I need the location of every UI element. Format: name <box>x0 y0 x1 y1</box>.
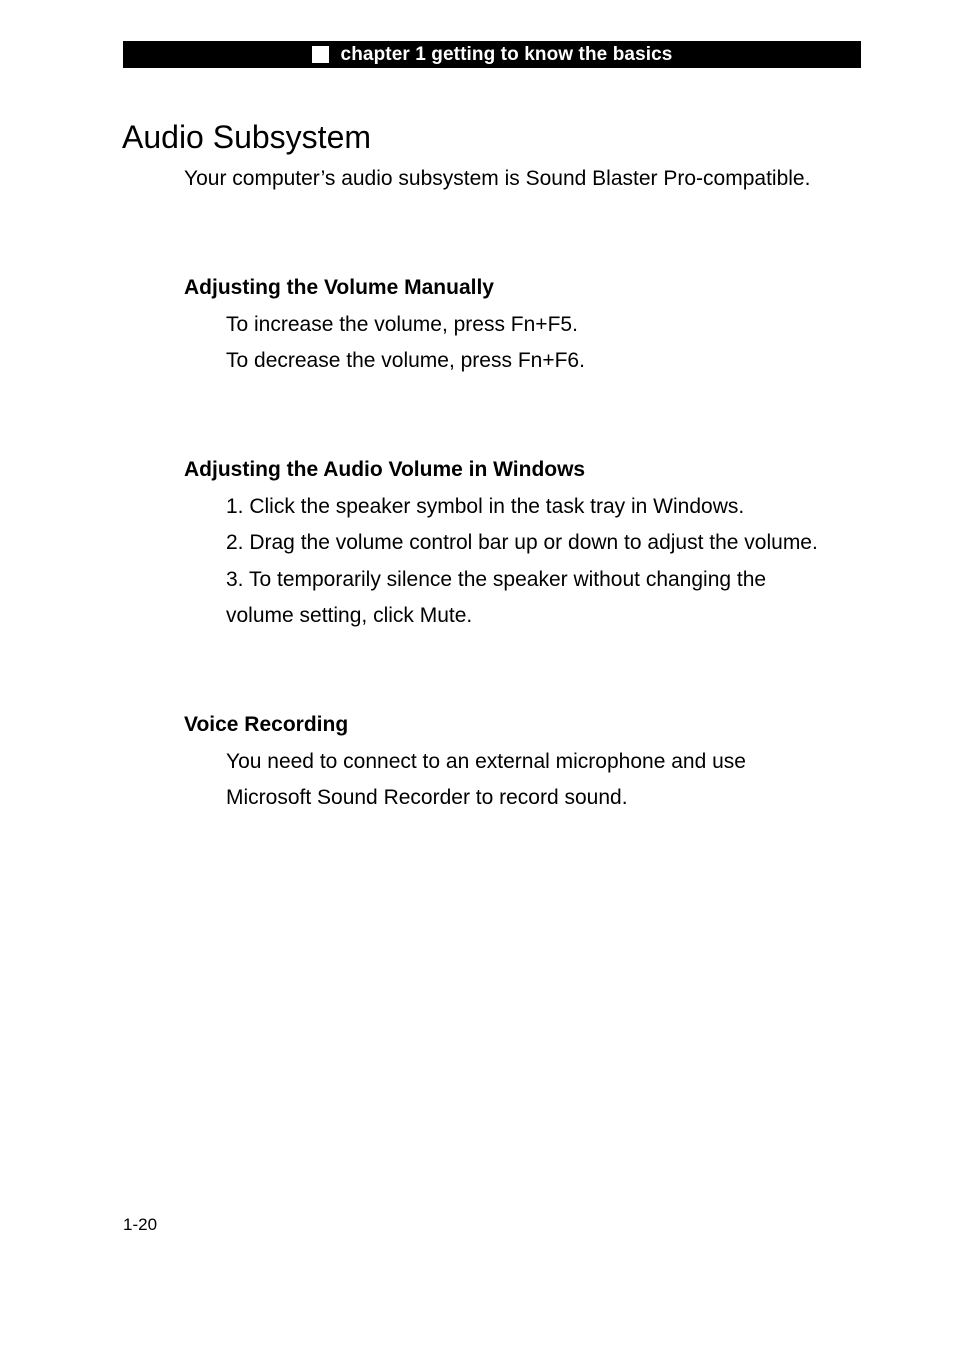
chapter-label: chapter 1 getting to know the basics <box>340 43 673 65</box>
section-heading-voice-recording: Voice Recording <box>184 713 349 736</box>
section-heading-volume-manual: Adjusting the Volume Manually <box>184 276 494 299</box>
intro-paragraph: Your computer’s audio subsystem is Sound Blaster Pro-compatible. <box>184 167 811 190</box>
section-line: volume setting, click Mute. <box>226 604 473 627</box>
section-heading-volume-windows: Adjusting the Audio Volume in Windows <box>184 458 586 481</box>
section-line: 2. Drag the volume control bar up or down to adjust the volume. <box>226 531 818 554</box>
page-title: Audio Subsystem <box>122 119 372 155</box>
page-number: 1-20 <box>123 1215 158 1234</box>
section-line: To increase the volume, press Fn+F5. <box>226 313 578 336</box>
section-line: Microsoft Sound Recorder to record sound. <box>226 786 628 809</box>
section-line: To decrease the volume, press Fn+F6. <box>226 349 585 372</box>
section-line: 3. To temporarily silence the speaker without changing the <box>226 568 767 591</box>
section-line: 1. Click the speaker symbol in the task tray in Windows. <box>226 495 745 518</box>
section-line: You need to connect to an external microphone and use <box>226 750 746 773</box>
chapter-header-bar <box>123 41 861 68</box>
square-bullet-icon <box>312 46 329 63</box>
